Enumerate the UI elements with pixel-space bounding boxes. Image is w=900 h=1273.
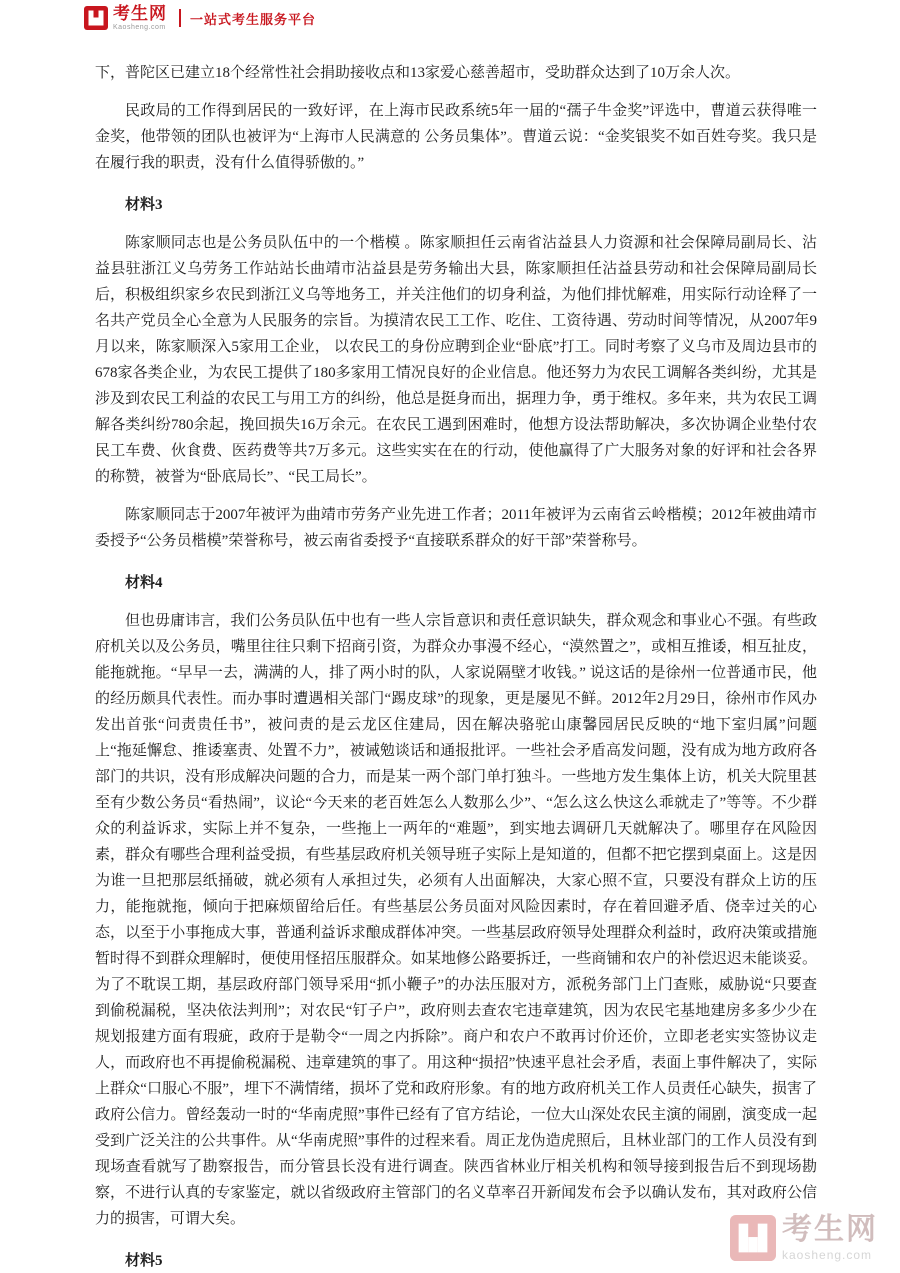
header-tagline: 一站式考生服务平台 xyxy=(190,11,317,27)
site-header xyxy=(84,5,316,31)
paragraph-continuation: 下，普陀区已建立18个经常性社会捐助接收点和13家爱心慈善超市，受助群众达到了10万余人次。 xyxy=(95,65,741,81)
paragraph: 陈家顺同志也是公务员队伍中的一个楷模 。陈家顺担任云南省沾益县人力资源和社会保障局副局长、沾益县驻浙江义乌劳务工作站站长曲靖市沾益县是劳务输出大县，陈家顺担任沾益县劳动和社会保障局副局长后，积极组织家乡农民到浙江义乌等地务工，并关注他们的切身利益，为他们排忧解难，用实际行动诠释了一名共产党员全心全意为人民服务的宗旨。为摸清农民工工作、吃住、工资待遇、劳动时间等情况，从2007年9月以来，陈家顺深入5家用工企业， 以农民工的身份应聘到企业“卧底”打工。同时考察了义乌市及周边县市的678家各类企业，为农民工提供了180多家用工情况良好的企业信息。他还努力为农民工调解各类纠纷，尤其是涉及到农民工利益的农民工与用工方的纠纷，他总是挺身而出，据理力争，勇于维权。多年来，共为农民工调解各类纠纷780余起，挽回损失16万余元。在农民工遇到困难时，他想方设法帮助解决，多次协调企业垫付农民工车费、伙食费、医药费等共7万多元。这些实实在在的行动，使他赢得了广大服务对象的好评和社会各界的称赞，被誉为“卧底局长”、“民工局长”。 xyxy=(95,235,817,485)
paragraph: 民政局的工作得到居民的一致好评，在上海市民政系统5年一届的“孺子牛金奖”评选中，曹道云获得唯一金奖，他带领的团队也被评为“上海市人民满意的 公务员集体”。曹道云说：“金奖银奖不如百姓夸奖。我只是在履行我的职责，没有什么值得骄傲的。” xyxy=(95,103,817,171)
material-4-heading: 材料4 xyxy=(125,575,163,591)
material-5-heading: 材料5 xyxy=(125,1253,163,1269)
paragraph: 但也毋庸讳言，我们公务员队伍中也有一些人宗旨意识和责任意识缺失，群众观念和事业心不强。有些政府机关以及公务员，嘴里往往只剩下招商引资，为群众办事漫不经心，“漠然置之”，或相互推诿，相互扯皮，能拖就拖。“早早一去，满满的人，排了两小时的队，人家说隔壁才收钱。” 说这话的是徐州一位普通市民，他的经历颇具代表性。而办事时遭遇相关部门“踢皮球”的现象，更是屡见不鲜。2012年2月29日，徐州市作风办发出首张“问责贵任书”，被问责的是云龙区住建局，因在解决骆驼山康馨园居民反映的“地下室归属”问题上“拖延懈怠、推诿塞责、处置不力”，被诫勉谈话和通报批评。一些社会矛盾高发问题，没有成为地方政府各部门的共识，没有形成解决问题的合力，而是某一两个部门单打独斗。一些地方发生集体上访，机关大院里甚至有少数公务员“看热闹”，议论“今天来的老百姓怎么人数那么少”、“怎么这么快这么乖就走了”等等。不少群众的利益诉求，实际上并不复杂，一些拖上一两年的“难题”，到实地去调研几天就解决了。哪里存在风险因素，群众有哪些合理利益受损，有些基层政府机关领导班子实际上是知道的，但都不把它摆到桌面上。这是因为谁一旦把那层纸捅破，就必须有人承担过失，必须有人出面解决，大家心照不宣，只要没有群众上访的压力，能拖就拖，倾向于把麻烦留给后任。有些基层公务员面对风险因素时，存在着回避矛盾、侥幸过关的心态，以至于小事拖成大事，普通利益诉求酿成群体冲突。一些基层政府领导处理群众利益时，政府决策或措施暂时得不到群众理解时，便使用怪招压服群众。如某地修公路要拆迁，一些商铺和农户的补偿迟迟未能谈妥。为了不耽误工期，基层政府部门领导采用“抓小鞭子”的办法压服对方，派税务部门上门查账，威胁说“只要查到偷税漏税，坚决依法判刑”；对农民“钉子户”，政府则去查农宅违章建筑，因为农民宅基地建房多多少少在规划报建方面有瑕疵，政府于是勒令“一周之内拆除”。商户和农户不敢再讨价还价，立即老老实实签协议走人，而政府也不再提偷税漏税、违章建筑的事了。用这种“损招”快速平息社会矛盾，表面上事件解决了，实际上群众“口服心不服”，埋下不满情绪，损坏了党和政府形象。有的地方政府机关工作人员责任心缺失，损害了政府公信力。曾经轰动一时的“华南虎照”事件已经有了官方结论，一位大山深处农民主演的闹剧，演变成一起受到广泛关注的公共事件。从“华南虎照”事件的过程来看。周正龙伪造虎照后，且林业部门的工作人员没有到现场查看就写了勘察报告，而分管县长没有进行调查。陕西省林业厅相关机构和领导接到报告后不到现场勘察，不进行认真的专家鉴定，就以省级政府主管部门的名义草率召开新闻发布会予以确认发布，其对政府公信力的损害，可谓大矣。 xyxy=(95,613,817,1227)
header-divider xyxy=(179,9,181,27)
watermark-brand-sub: kaosheng.com xyxy=(782,1248,873,1262)
paragraph: 陈家顺同志于2007年被评为曲靖市劳务产业先进工作者；2011年被评为云南省云岭楷模；2012年被曲靖市委授予“公务员楷模”荣誉称号，被云南省委授予“直接联系群众的好干部”荣誉称号。 xyxy=(95,507,817,549)
document-content xyxy=(95,60,817,1273)
kaosheng-watermark-icon xyxy=(730,1215,776,1261)
watermark-brand-name: 考生网 xyxy=(782,1213,878,1246)
site-logo xyxy=(84,5,167,31)
brand-name: 考生网 xyxy=(113,4,167,23)
brand-subtext: Kaosheng.com xyxy=(113,24,166,31)
material-3-heading: 材料3 xyxy=(125,197,163,213)
footer-watermark xyxy=(730,1215,878,1261)
kaosheng-logo-icon xyxy=(84,6,108,30)
